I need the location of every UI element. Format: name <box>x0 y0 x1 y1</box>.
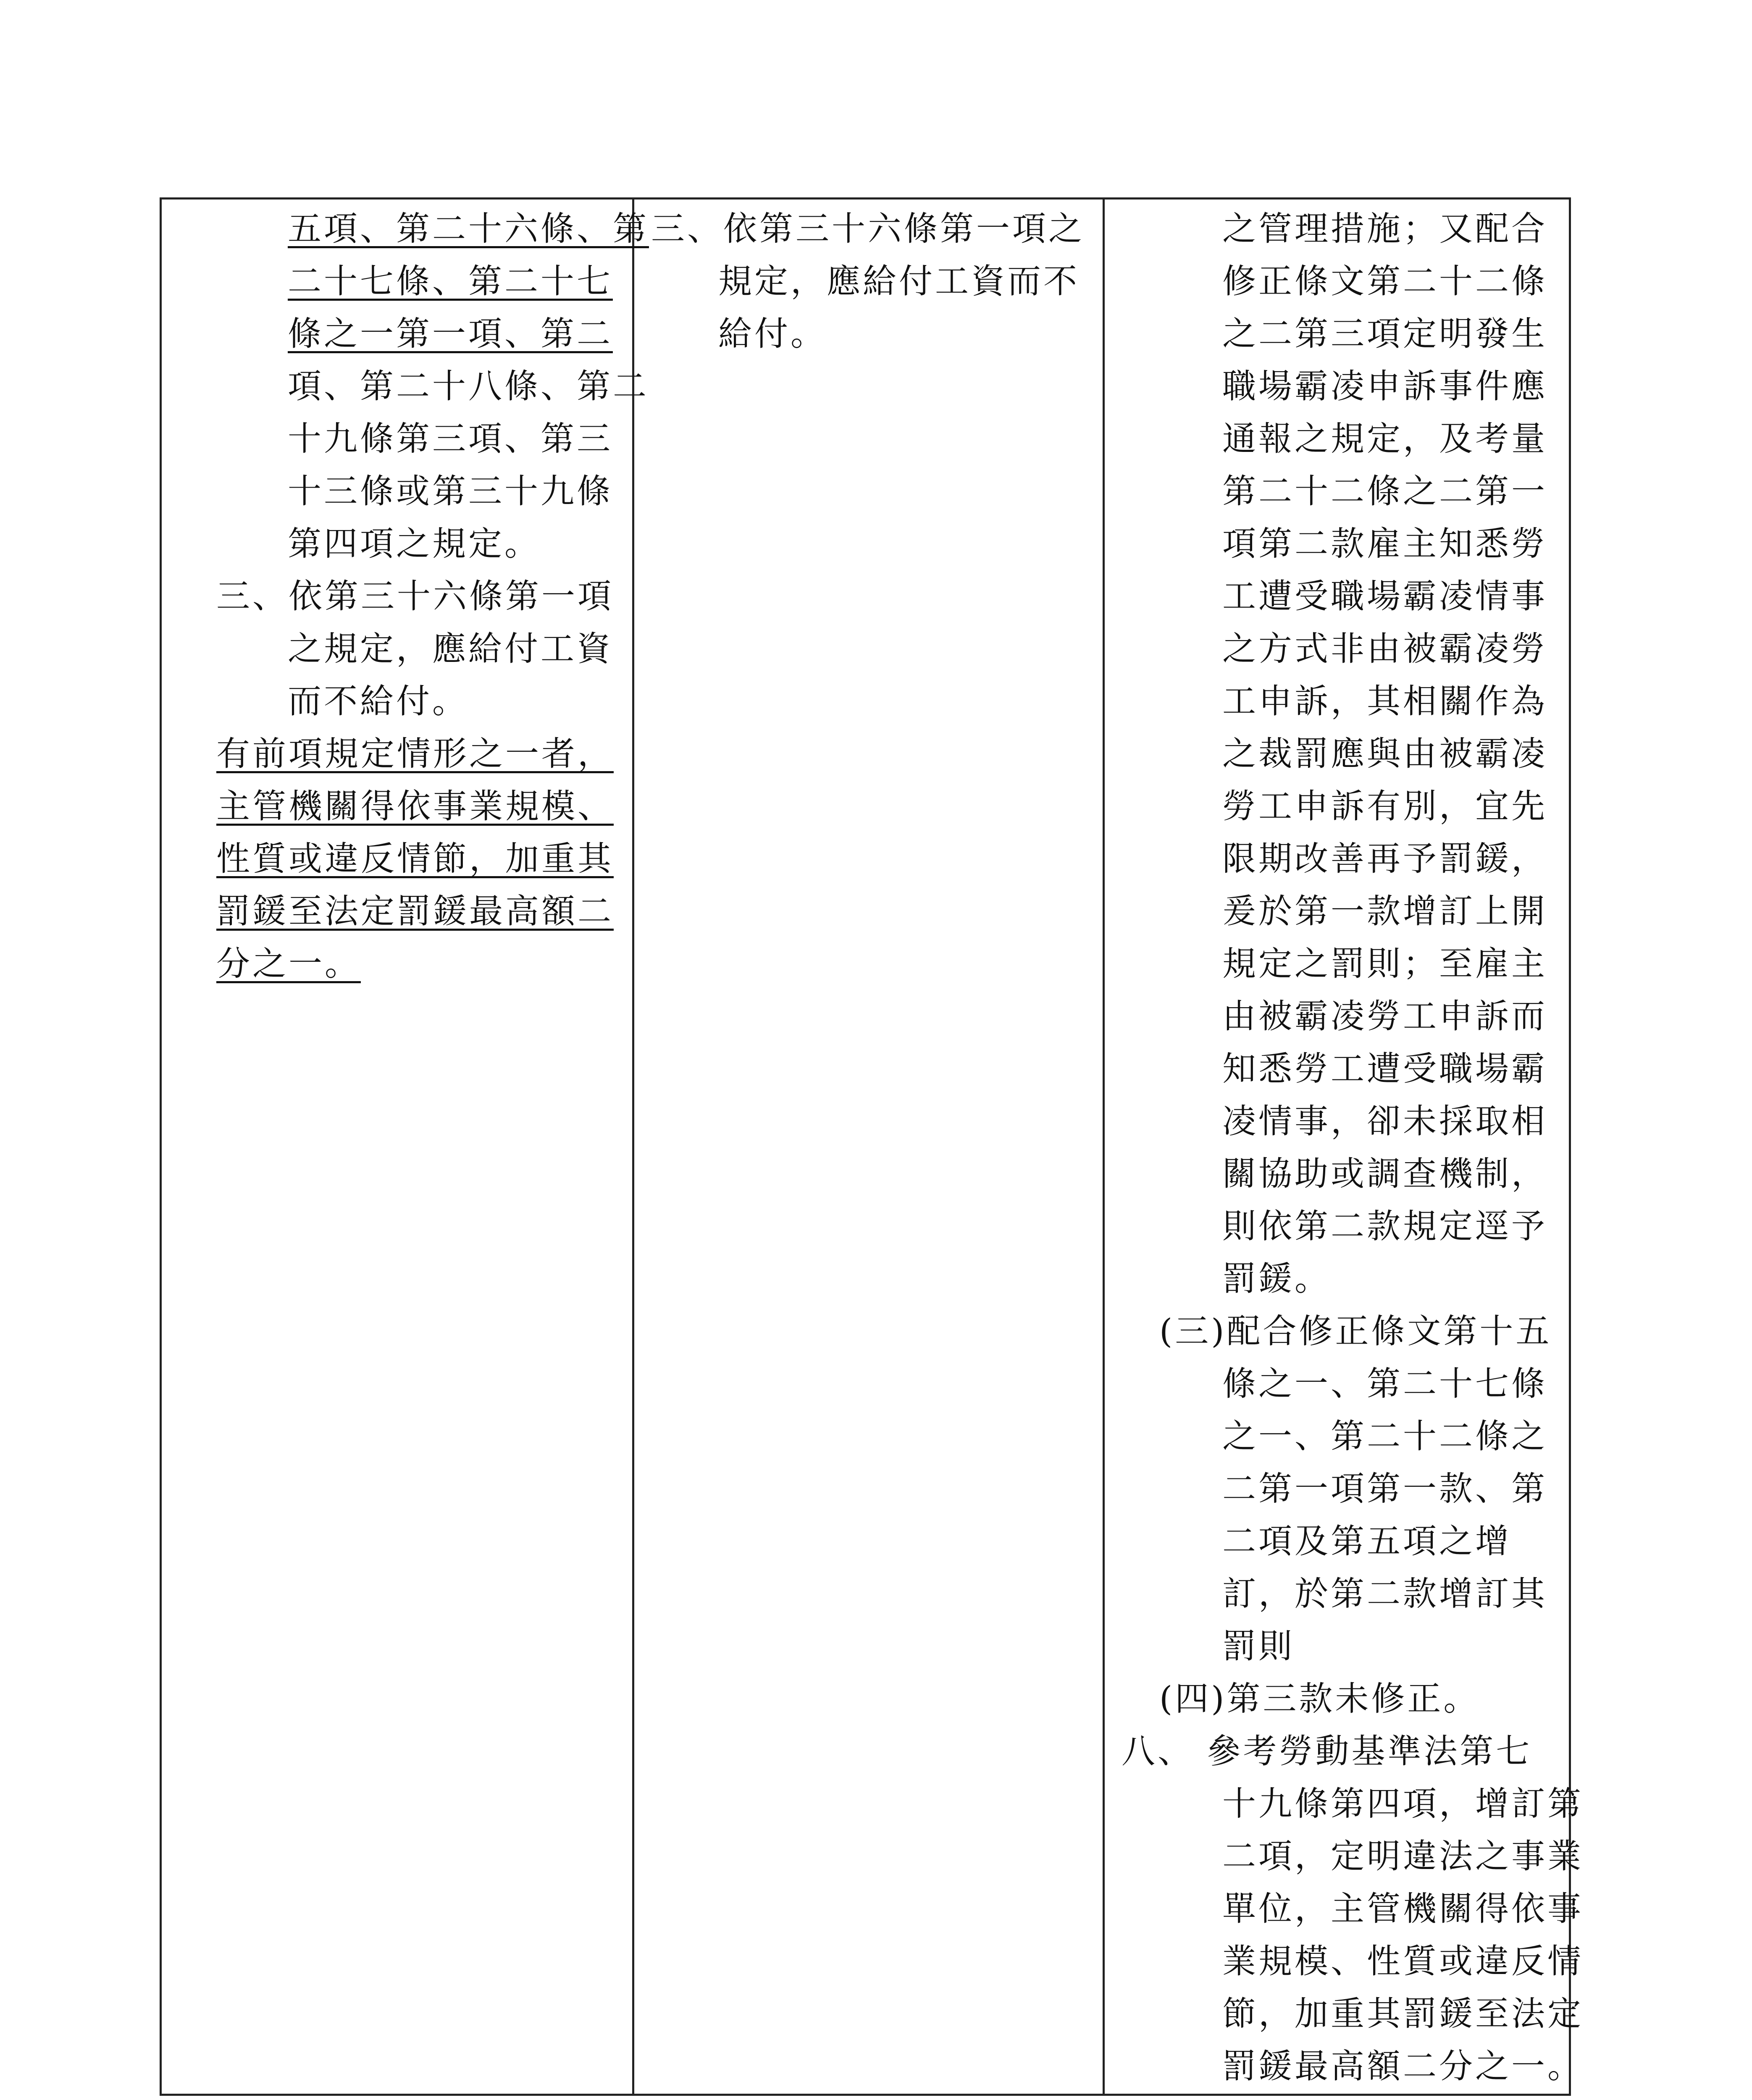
column-explanation <box>1105 200 1584 2094</box>
table-text-line: 訂，於第二款增訂其 <box>1222 1574 1547 1613</box>
table-text-line: 則依第二款規定逕予 <box>1222 1207 1547 1246</box>
table-text-line: 給付。 <box>718 314 827 353</box>
table-text-line: 勞工申訴有別，宜先 <box>1222 787 1547 826</box>
table-text-line: 之管理措施；又配合 <box>1222 209 1547 248</box>
table-text-line: 罰鍰最高額二分之一。 <box>1222 2047 1584 2086</box>
table-text-line: 節，加重其罰鍰至法定 <box>1222 1994 1584 2033</box>
table-text-line: 二第一項第一款、第 <box>1222 1469 1547 1508</box>
table-text-line: 罰則 <box>1222 1627 1295 1666</box>
table-text-line: (三)配合修正條文第十五 <box>1159 1312 1552 1351</box>
table-text-line: (四)第三款未修正。 <box>1159 1679 1480 1718</box>
table-text-line: 項第二款雇主知悉勞 <box>1222 524 1547 563</box>
table-text-line: 性質或違反情節，加重其 <box>216 839 614 878</box>
table-text-line: 知悉勞工遭受職場霸 <box>1222 1049 1547 1088</box>
table-text-line: 第四項之規定。 <box>288 524 541 563</box>
table-text-line: 關協助或調查機制， <box>1222 1154 1547 1193</box>
table-text-line: 爰於第一款增訂上開 <box>1222 892 1547 931</box>
table-text-line: 而不給付。 <box>288 682 468 721</box>
table-text-line: 三、依第三十六條第一項 <box>216 577 614 616</box>
table-text-line: 工遭受職場霸凌情事 <box>1222 577 1547 616</box>
table-text-line: 條之一第一項、第二 <box>288 314 613 353</box>
table-text-line: 項、第二十八條、第二 <box>288 367 649 406</box>
table-text-line: 之二第三項定明發生 <box>1222 314 1547 353</box>
table-text-line: 由被霸凌勞工申訴而 <box>1222 997 1547 1036</box>
table-text-line: 之規定，應給付工資 <box>288 629 613 668</box>
table-text-line: 二十七條、第二十七 <box>288 262 613 301</box>
table-text-line: 二項，定明違法之事業 <box>1222 1837 1584 1876</box>
table-text-line: 十九條第四項，增訂第 <box>1222 1784 1584 1823</box>
table-text-line: 三、依第三十六條第一項之 <box>651 209 1085 248</box>
table-text-line: 修正條文第二十二條 <box>1222 262 1547 301</box>
table-text-line: 十三條或第三十九條 <box>288 472 613 511</box>
table-text-line: 十九條第三項、第三 <box>288 419 613 458</box>
table-text-line: 之方式非由被霸凌勞 <box>1222 629 1547 668</box>
table-text-line: 職場霸凌申訴事件應 <box>1222 367 1547 406</box>
table-text-line: 之一、第二十二條之 <box>1222 1417 1547 1456</box>
table-text-line: 單位，主管機關得依事 <box>1222 1889 1584 1928</box>
table-text-line: 規定之罰則；至雇主 <box>1222 944 1547 983</box>
table-text-line: 第二十二條之二第一 <box>1222 472 1547 511</box>
table-text-line: 主管機關得依事業規模、 <box>216 787 614 826</box>
table-text-line: 分之一。 <box>216 944 361 983</box>
table-text-line: 規定，應給付工資而不 <box>718 262 1080 301</box>
column-existing-text <box>634 200 1103 2094</box>
table-text-line: 限期改善再予罰鍰， <box>1222 839 1547 878</box>
table-text-line: 條之一、第二十七條 <box>1222 1364 1547 1403</box>
table-text-line: 通報之規定，及考量 <box>1222 419 1547 458</box>
table-text-line: 業規模、性質或違反情 <box>1222 1942 1584 1981</box>
table-text-line: 之裁罰應與由被霸凌 <box>1222 734 1547 773</box>
table-text-line: 工申訴，其相關作為 <box>1222 682 1547 721</box>
table-text-line: 罰鍰至法定罰鍰最高額二 <box>216 892 614 931</box>
table-text-line: 罰鍰。 <box>1222 1259 1331 1298</box>
column-amended-text <box>162 200 649 2094</box>
comparison-table <box>160 197 1584 2096</box>
table-text-line: 凌情事，卻未採取相 <box>1222 1102 1547 1141</box>
table-text-line: 有前項規定情形之一者， <box>216 734 614 773</box>
table-text-line: 八、 參考勞動基準法第七 <box>1122 1732 1532 1771</box>
table-text-line: 二項及第五項之增 <box>1222 1522 1511 1561</box>
table-text-line: 五項、第二十六條、第 <box>288 209 649 248</box>
